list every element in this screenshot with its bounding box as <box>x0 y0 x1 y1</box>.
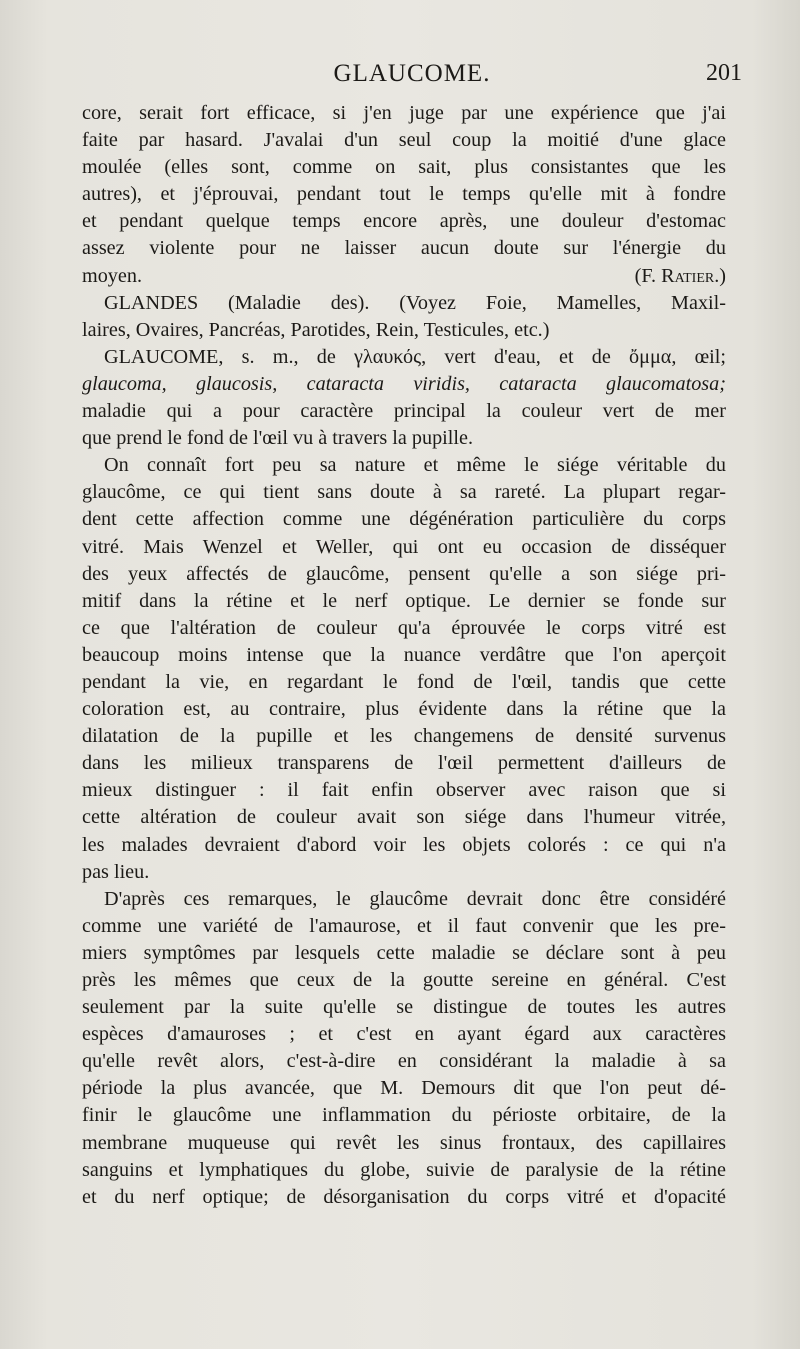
text-line: D'après ces remarques, le glaucôme devrait donc être considéré <box>104 887 726 910</box>
text-line: mieux distinguer : il fait enfin observer avec raison que si <box>82 779 726 802</box>
running-head <box>82 60 742 100</box>
latin-synonyms-line: glaucoma, glaucosis, cataracta viridis, cataracta glaucomatosa; <box>82 372 726 395</box>
text-line: beaucoup moins intense que la nuance verdâtre que l'on aperçoit <box>82 643 726 666</box>
text-line: que prend le fond de l'œil vu à travers la pupille. <box>82 427 474 450</box>
text-line: moulée (elles sont, comme on sait, plus consistantes que les <box>82 156 726 179</box>
text-line: comme une variété de l'amaurose, et il faut convenir que les pre- <box>82 914 726 937</box>
text-line: dent cette affection comme une dégénération particulière du corps <box>82 508 726 531</box>
text-line: dilatation de la pupille et les changemens de densité survenus <box>82 725 726 748</box>
text-line: pas lieu. <box>82 860 150 883</box>
text-line: faite par hasard. J'avalai d'un seul coup la moitié d'une glace <box>82 129 726 152</box>
body-text <box>82 100 726 1211</box>
text-line: laires, Ovaires, Pancréas, Parotides, Rein, Testicules, etc.) <box>82 318 550 341</box>
text-line: période la plus avancée, que M. Demours dit que l'on peut dé- <box>82 1077 726 1100</box>
running-head-title: GLAUCOME. <box>333 60 491 87</box>
text-line: pendant la vie, en regardant le fond de l'œil, tandis que cette <box>82 670 726 693</box>
text-line: cette altération de couleur avait son siége dans l'humeur vitrée, <box>82 806 726 829</box>
text-line: des yeux affectés de glaucôme, pensent qu'elle a son siége pri- <box>82 562 726 585</box>
text-line: miers symptômes par lesquels cette maladie se déclare sont à peu <box>82 941 726 964</box>
text-line: près les mêmes que ceux de la goutte sereine en général. C'est <box>82 969 726 991</box>
text-line: et pendant quelque temps encore après, une douleur d'estomac <box>82 210 726 233</box>
entry-glaucome: GLAUCOME, s. m., de γλαυκός, vert d'eau, et de ὄμμα, œil; <box>104 345 726 368</box>
text-line: qu'elle revêt alors, c'est-à-dire en considérant la maladie à sa <box>82 1050 726 1073</box>
text-line: et du nerf optique; de désorganisation du corps vitré et d'opacité <box>82 1185 726 1208</box>
text-line: seulement par la suite qu'elle se distingue de toutes les autres <box>82 996 726 1019</box>
text-line: vitré. Mais Wenzel et Weller, qui ont eu occasion de disséquer <box>82 535 726 558</box>
text-line: coloration est, au contraire, plus évidente dans la rétine que la <box>82 698 726 721</box>
text-line: les malades devraient d'abord voir les objets colorés : ce qui n'a <box>82 833 726 856</box>
author-signature: (F. Ratier.) <box>634 264 726 287</box>
text-line: ce que l'altération de couleur qu'a éprouvée le corps vitré est <box>82 616 726 639</box>
page-number: 201 <box>706 60 742 86</box>
text-line: espèces d'amauroses ; et c'est en ayant égard aux caractères <box>82 1023 726 1046</box>
text-line: dans les milieux transparens de l'œil permettent d'ailleurs de <box>82 752 726 775</box>
text-line: glaucôme, ce qui tient sans doute à sa rareté. La plupart regar- <box>82 481 726 504</box>
text-line: core, serait fort efficace, si j'en juge par une expérience que j'ai <box>82 102 726 124</box>
text-line: assez violente pour ne laisser aucun doute sur l'énergie du <box>82 237 726 260</box>
text-line: On connaît fort peu sa nature et même le siége véritable du <box>104 454 726 477</box>
text-line: sanguins et lymphatiques du globe, suivie de paralysie de la rétine <box>82 1158 726 1181</box>
text-line: autres), et j'éprouvai, pendant tout le temps qu'elle mit à fondre <box>82 183 726 206</box>
text-line: moyen. <box>82 264 142 287</box>
text-line: maladie qui a pour caractère principal la couleur vert de mer <box>82 400 726 423</box>
text-line: membrane muqueuse qui revêt les sinus frontaux, des capillaires <box>82 1131 726 1154</box>
entry-glandes: GLANDES (Maladie des). (Voyez Foie, Mamelles, Maxil- <box>104 291 726 314</box>
text-line: finir le glaucôme une inflammation du périoste orbitaire, de la <box>82 1104 726 1127</box>
text-line: mitif dans la rétine et le nerf optique. Le dernier se fonde sur <box>82 589 726 612</box>
text-line-with-signature <box>82 263 726 290</box>
